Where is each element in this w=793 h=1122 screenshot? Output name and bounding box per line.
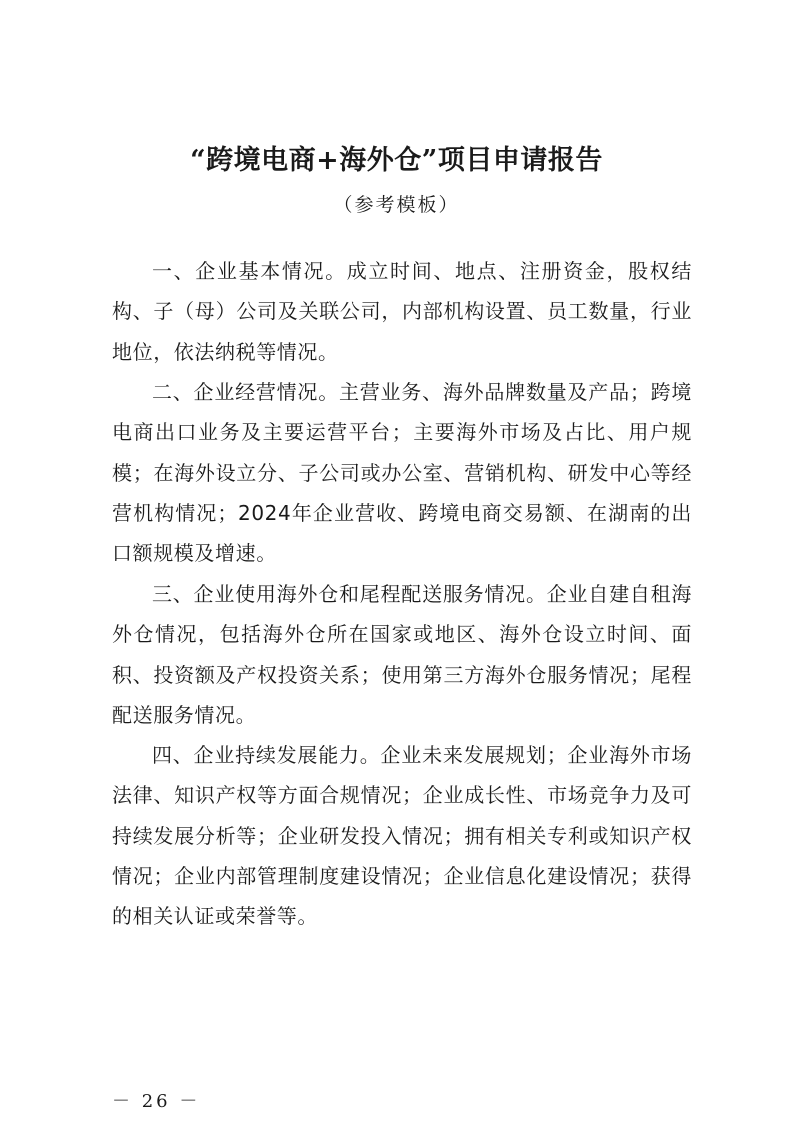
document-subtitle: （参考模板） bbox=[333, 194, 460, 216]
section-overseas-warehouse: 三、企业使用海外仓和尾程配送服务情况。企业自建自租海外仓情况，包括海外仓所在国家或地区、海外仓设立时间、面积、投资额及产权投资关系；使用第三方海外仓服务情况；尾程配送服务情况。 bbox=[112, 582, 692, 727]
section-operations: 二、企业经营情况。主营业务、海外品牌数量及产品；跨境电商出口业务及主要运营平台；主要海外市场及占比、用户规模；在海外设立分、子公司或办公室、营销机构、研发中心等经营机构情况；2024年企业营收、跨境电商交易额、在湖南的出口额规模及增速。 bbox=[112, 380, 692, 566]
section-basic-info: 一、企业基本情况。成立时间、地点、注册资金，股权结构、子（母）公司及关联公司，内部机构设置、员工数量，行业地位，依法纳税等情况。 bbox=[112, 259, 692, 364]
document-title: “跨境电商+海外仓”项目申请报告 bbox=[190, 145, 603, 176]
page-number: － 26 － bbox=[112, 1091, 201, 1112]
section-sustainability: 四、企业持续发展能力。企业未来发展规划；企业海外市场法律、知识产权等方面合规情况；企业成长性、市场竞争力及可持续发展分析等；企业研发投入情况；拥有相关专利或知识产权情况；企业内部管理制度建设情况；企业信息化建设情况；获得的相关认证或荣誉等。 bbox=[112, 743, 692, 929]
